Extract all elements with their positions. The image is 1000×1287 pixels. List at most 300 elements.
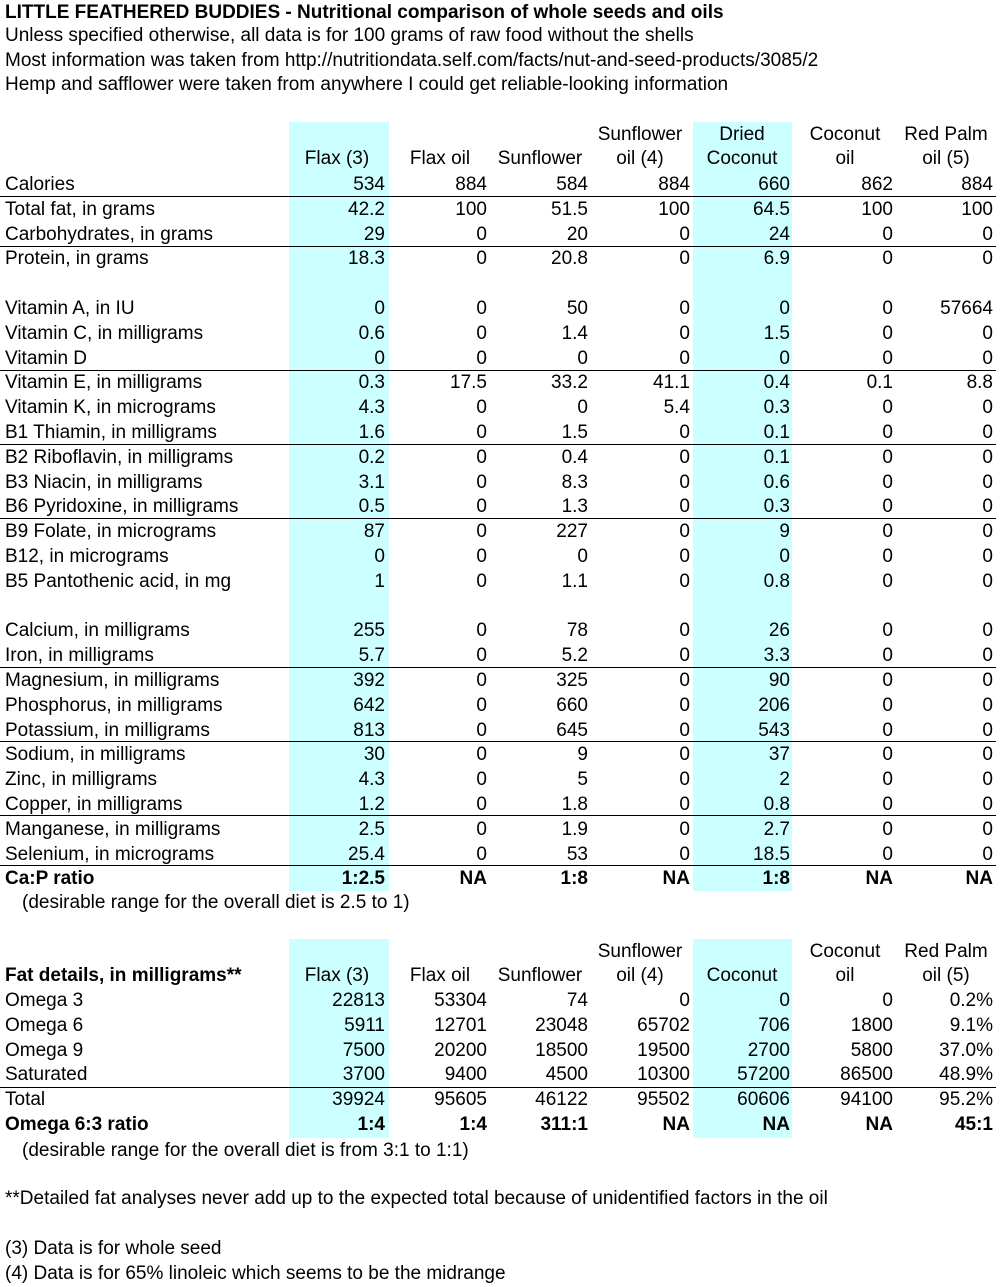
- table-cell: 10300: [637, 1064, 690, 1086]
- table-cell: 50: [566, 298, 588, 319]
- table-cell: 0: [476, 521, 487, 543]
- table-cell: 0: [476, 397, 487, 419]
- table-cell: 0: [982, 397, 993, 419]
- table-cell: NA: [965, 868, 993, 890]
- table-cell: 884: [658, 174, 690, 195]
- row-divider: [0, 815, 996, 816]
- table-cell: 706: [758, 1014, 790, 1036]
- column-header-line1: Red Palm: [904, 941, 988, 962]
- table-cell: 0: [679, 546, 690, 567]
- table-cell: 18.5: [753, 843, 790, 865]
- table-cell: 9400: [444, 1064, 487, 1086]
- table-cell: 9.1%: [949, 1014, 993, 1036]
- table-cell: 0: [679, 223, 690, 245]
- table-cell: 1.9: [561, 818, 588, 840]
- table-cell: 90: [768, 670, 790, 691]
- table-cell: 5: [577, 769, 588, 791]
- table-cell: 60606: [737, 1089, 790, 1111]
- table-cell: 0: [882, 496, 893, 518]
- table-cell: 51.5: [551, 198, 588, 220]
- table-cell: 660: [758, 174, 790, 195]
- table-cell: 0: [882, 298, 893, 319]
- table-cell: 0: [476, 570, 487, 592]
- table-cell: 0: [882, 422, 893, 443]
- row-label: Omega 6:3 ratio: [5, 1114, 149, 1135]
- table-cell: 65702: [637, 1014, 690, 1036]
- table-cell: 5.7: [358, 645, 385, 667]
- table-cell: 0: [476, 794, 487, 815]
- row-label: Zinc, in milligrams: [5, 769, 158, 791]
- table-cell: 645: [556, 719, 588, 741]
- row-label: Sodium, in milligrams: [5, 744, 186, 766]
- table-cell: 0: [476, 843, 487, 865]
- table-cell: 1:2.5: [341, 868, 385, 890]
- table-cell: 37: [768, 744, 790, 766]
- table-cell: 94100: [840, 1089, 893, 1111]
- table-cell: 0: [679, 769, 690, 791]
- table-cell: 95.2%: [939, 1089, 993, 1111]
- table-cell: 584: [556, 174, 588, 195]
- table-cell: 0: [476, 744, 487, 766]
- row-label: B1 Thiamin, in milligrams: [5, 422, 217, 443]
- row-label: Vitamin K, in micrograms: [5, 397, 216, 419]
- table-cell: 57200: [737, 1064, 790, 1086]
- table-cell: 0: [982, 422, 993, 443]
- table-cell: 0: [577, 347, 588, 369]
- row-label: Calories: [5, 174, 75, 195]
- table-cell: 78: [566, 620, 588, 642]
- table-cell: 0: [779, 546, 790, 567]
- table-cell: 0: [882, 744, 893, 766]
- document-title: LITTLE FEATHERED BUDDIES - Nutritional comparison of whole seeds and oils: [5, 2, 724, 23]
- table-cell: 7500: [342, 1039, 385, 1061]
- row-label: Vitamin C, in milligrams: [5, 322, 204, 344]
- table-cell: 0: [982, 471, 993, 493]
- column-header-line2: oil (5): [922, 965, 970, 986]
- table-cell: 0: [679, 645, 690, 667]
- table-cell: 9: [577, 744, 588, 766]
- table-cell: 0: [882, 769, 893, 791]
- table-cell: 0: [982, 794, 993, 815]
- table-cell: 57664: [940, 298, 993, 319]
- table-cell: 0: [679, 521, 690, 543]
- table-cell: 0: [476, 446, 487, 468]
- table-cell: 0: [982, 620, 993, 642]
- table-cell: 0: [882, 397, 893, 419]
- row-divider: [0, 370, 996, 371]
- table-cell: 0: [679, 248, 690, 270]
- table-cell: 1800: [850, 1014, 893, 1036]
- table-cell: 0: [982, 521, 993, 543]
- table-cell: 0: [882, 794, 893, 815]
- table-cell: 1.4: [561, 322, 588, 344]
- ca-p-note: (desirable range for the overall diet is 2.5 to 1): [22, 892, 410, 913]
- table-cell: 9: [779, 521, 790, 543]
- table-cell: 20.8: [551, 248, 588, 270]
- table-cell: 0.8: [763, 794, 790, 815]
- footnote-4: (4) Data is for 65% linoleic which seems to be the midrange: [5, 1263, 506, 1284]
- table-cell: 0: [679, 322, 690, 344]
- column-header-line2: oil (5): [922, 148, 970, 169]
- table-cell: 1.6: [358, 422, 385, 443]
- table-cell: 0: [679, 422, 690, 443]
- table-cell: 0: [982, 570, 993, 592]
- table-cell: 206: [758, 694, 790, 716]
- table-cell: 0: [476, 694, 487, 716]
- table-cell: 0: [882, 694, 893, 716]
- table-cell: 0: [476, 422, 487, 443]
- column-header-line2: Flax oil: [409, 965, 471, 986]
- row-label: Total: [5, 1089, 46, 1111]
- table-cell: 0: [476, 223, 487, 245]
- table-cell: 3.1: [358, 471, 385, 493]
- row-divider: [0, 1087, 996, 1088]
- table-cell: 0: [982, 347, 993, 369]
- table-cell: 0.8: [763, 570, 790, 592]
- table-cell: 0: [476, 818, 487, 840]
- table-cell: 0.2: [358, 446, 385, 468]
- row-divider: [0, 865, 996, 866]
- row-label: Selenium, in micrograms: [5, 843, 215, 865]
- row-label: Total fat, in grams: [5, 198, 155, 220]
- table-cell: 100: [455, 198, 487, 220]
- intro-line-2: Most information was taken from http://nutritiondata.self.com/facts/nut-and-seed-products/3085/2: [5, 50, 819, 71]
- column-header-line2: Flax oil: [409, 148, 471, 169]
- table-cell: 1:4: [459, 1114, 487, 1135]
- table-cell: 29: [363, 223, 385, 245]
- table-cell: 0: [679, 744, 690, 766]
- table-cell: 862: [861, 174, 893, 195]
- table-cell: 4.3: [358, 769, 385, 791]
- table-cell: 0: [982, 322, 993, 344]
- table-cell: 1:8: [560, 868, 588, 890]
- table-cell: 0: [476, 620, 487, 642]
- table-cell: 6.9: [763, 248, 790, 270]
- table-cell: 0: [679, 794, 690, 815]
- table-cell: 0: [679, 990, 690, 1011]
- table-cell: 1.5: [561, 422, 588, 443]
- intro-line-1: Unless specified otherwise, all data is for 100 grams of raw food without the shells: [5, 25, 694, 46]
- row-label: Carbohydrates, in grams: [5, 223, 214, 245]
- column-header-line2: Coconut: [706, 965, 778, 986]
- table-cell: 0: [374, 546, 385, 567]
- table-cell: 392: [353, 670, 385, 691]
- table-cell: 3.3: [763, 645, 790, 667]
- table-cell: 0: [679, 298, 690, 319]
- table-cell: 0: [982, 694, 993, 716]
- table-cell: 53304: [434, 990, 487, 1011]
- row-label: Phosphorus, in milligrams: [5, 694, 223, 716]
- table-cell: 0.1: [763, 446, 790, 468]
- row-divider: [0, 246, 996, 247]
- table-cell: 0.3: [763, 397, 790, 419]
- table-cell: 0.2%: [949, 990, 993, 1011]
- table-cell: 0: [476, 769, 487, 791]
- table-cell: 1.8: [561, 794, 588, 815]
- table-cell: 100: [658, 198, 690, 220]
- table-cell: 24: [768, 223, 790, 245]
- table-cell: 0: [476, 496, 487, 518]
- column-header-line2: oil (4): [616, 148, 664, 169]
- table-cell: 45:1: [954, 1114, 993, 1135]
- table-cell: 0: [982, 818, 993, 840]
- row-label: Saturated: [5, 1064, 88, 1086]
- table-cell: 86500: [840, 1064, 893, 1086]
- table-cell: 48.9%: [939, 1064, 993, 1086]
- table-cell: 20200: [434, 1039, 487, 1061]
- table-cell: 0: [679, 670, 690, 691]
- table-cell: 0: [882, 570, 893, 592]
- table-cell: 1:4: [357, 1114, 385, 1135]
- row-label: Ca:P ratio: [5, 868, 95, 890]
- table-cell: 39924: [332, 1089, 385, 1111]
- row-label: Magnesium, in milligrams: [5, 670, 220, 691]
- table-cell: 0.5: [358, 496, 385, 518]
- table-cell: 0.4: [763, 372, 790, 394]
- table-cell: 1.1: [561, 570, 588, 592]
- column-header-line1: Sunflower: [597, 941, 683, 962]
- table-cell: 18.3: [348, 248, 385, 270]
- table-cell: 1.3: [561, 496, 588, 518]
- table-cell: 5.4: [663, 397, 690, 419]
- row-label: B12, in micrograms: [5, 546, 169, 567]
- table-cell: 2700: [747, 1039, 790, 1061]
- table-cell: 42.2: [348, 198, 385, 220]
- table-cell: 0: [982, 248, 993, 270]
- column-header-line1: Dried: [719, 124, 765, 145]
- table-cell: 0: [679, 446, 690, 468]
- table-cell: 5911: [344, 1014, 385, 1036]
- table-cell: 0: [882, 843, 893, 865]
- table-cell: 87: [363, 521, 385, 543]
- table-cell: 543: [758, 719, 790, 741]
- table-cell: 5.2: [561, 645, 588, 667]
- table-cell: 0: [882, 223, 893, 245]
- table-cell: 0: [882, 719, 893, 741]
- column-header-line2: oil: [835, 148, 855, 169]
- table-cell: 0: [982, 446, 993, 468]
- row-label: B3 Niacin, in milligrams: [5, 471, 203, 493]
- table-cell: NA: [662, 868, 690, 890]
- table-cell: 884: [455, 174, 487, 195]
- table-cell: 1:8: [762, 868, 790, 890]
- table-cell: 19500: [637, 1039, 690, 1061]
- table-cell: 1: [374, 570, 385, 592]
- table-cell: 1.2: [358, 794, 385, 815]
- table-cell: 0.1: [763, 422, 790, 443]
- table-cell: 0: [882, 347, 893, 369]
- table-cell: 0: [982, 546, 993, 567]
- table-cell: 0: [679, 496, 690, 518]
- table-cell: 0: [882, 670, 893, 691]
- table-cell: 0: [982, 719, 993, 741]
- row-divider: [0, 196, 996, 197]
- table-cell: 325: [556, 670, 588, 691]
- table-cell: 0: [982, 843, 993, 865]
- table-cell: 0: [779, 990, 790, 1011]
- table-cell: 22813: [332, 990, 385, 1011]
- table-cell: 0: [779, 298, 790, 319]
- table-cell: 0: [882, 471, 893, 493]
- row-label: Vitamin E, in milligrams: [5, 372, 203, 394]
- table-cell: 0: [982, 496, 993, 518]
- table-cell: 0.4: [561, 446, 588, 468]
- table-cell: 0: [577, 397, 588, 419]
- table-cell: NA: [762, 1114, 790, 1135]
- row-label: Iron, in milligrams: [5, 645, 154, 667]
- row-label: B2 Riboflavin, in milligrams: [5, 446, 234, 468]
- row-label: Omega 3: [5, 990, 84, 1011]
- table-cell: 2.5: [358, 818, 385, 840]
- table-cell: 0: [882, 990, 893, 1011]
- table-cell: 255: [353, 620, 385, 642]
- table-cell: 0: [476, 719, 487, 741]
- column-header-line1: Coconut: [809, 124, 881, 145]
- row-divider: [0, 518, 996, 519]
- table-cell: 0: [374, 298, 385, 319]
- table-cell: 95502: [637, 1089, 690, 1111]
- table-cell: NA: [459, 868, 487, 890]
- row-label: Copper, in milligrams: [5, 794, 183, 815]
- table-cell: 30: [363, 744, 385, 766]
- table-cell: 0: [882, 322, 893, 344]
- table-cell: 0: [882, 546, 893, 567]
- table-cell: 884: [961, 174, 993, 195]
- table-cell: 0: [982, 645, 993, 667]
- table-cell: 813: [353, 719, 385, 741]
- table-cell: 311:1: [540, 1114, 588, 1135]
- table-cell: 0: [476, 347, 487, 369]
- table-cell: 0: [882, 248, 893, 270]
- footnote-3: (3) Data is for whole seed: [5, 1238, 222, 1259]
- table-cell: 100: [961, 198, 993, 220]
- table-cell: 0: [882, 620, 893, 642]
- table-cell: 46122: [535, 1089, 588, 1111]
- table-cell: 0: [476, 248, 487, 270]
- column-header-line2: Flax (3): [304, 148, 370, 169]
- row-label: B9 Folate, in micrograms: [5, 521, 217, 543]
- table-cell: 0: [679, 347, 690, 369]
- footnote-fat: **Detailed fat analyses never add up to the expected total because of unidentified factors in the oil: [5, 1188, 828, 1209]
- table-cell: 0: [882, 818, 893, 840]
- table-cell: 642: [353, 694, 385, 716]
- table-cell: 0: [476, 298, 487, 319]
- table-cell: 0.1: [866, 372, 893, 394]
- table-cell: 534: [353, 174, 385, 195]
- table-cell: 25.4: [348, 843, 385, 865]
- table-cell: 0: [679, 843, 690, 865]
- row-label: Potassium, in milligrams: [5, 719, 210, 741]
- column-header-line2: Sunflower: [497, 148, 583, 169]
- table-cell: 0: [577, 546, 588, 567]
- row-label: Vitamin D: [5, 347, 88, 369]
- column-header-line1: Sunflower: [597, 124, 683, 145]
- table-cell: 64.5: [753, 198, 790, 220]
- table-cell: 2: [779, 769, 790, 791]
- row-label: Vitamin A, in IU: [5, 298, 135, 319]
- column-header-line1: Coconut: [809, 941, 881, 962]
- table-cell: 74: [566, 990, 588, 1011]
- column-header-line2: Flax (3): [304, 965, 370, 986]
- row-label: B6 Pyridoxine, in milligrams: [5, 496, 239, 518]
- table-cell: NA: [662, 1114, 690, 1135]
- table-title: Fat details, in milligrams**: [5, 965, 242, 986]
- table-cell: 0: [679, 694, 690, 716]
- table-cell: 0: [476, 322, 487, 344]
- table-cell: 0: [476, 546, 487, 567]
- table-cell: 0: [982, 670, 993, 691]
- table-cell: 5800: [850, 1039, 893, 1061]
- table-cell: 0: [982, 223, 993, 245]
- table-cell: 0: [679, 471, 690, 493]
- column-header-line1: Red Palm: [904, 124, 988, 145]
- table-cell: 17.5: [450, 372, 487, 394]
- table-cell: 0.3: [358, 372, 385, 394]
- column-header-line2: Sunflower: [497, 965, 583, 986]
- table-cell: 23048: [535, 1014, 588, 1036]
- table-cell: NA: [865, 868, 893, 890]
- table-cell: 0.3: [763, 496, 790, 518]
- omega-note: (desirable range for the overall diet is from 3:1 to 1:1): [22, 1140, 469, 1161]
- row-label: Protein, in grams: [5, 248, 149, 270]
- table-cell: 8.8: [966, 372, 993, 394]
- table-cell: 0.6: [763, 471, 790, 493]
- table-cell: 0: [679, 570, 690, 592]
- row-label: B5 Pantothenic acid, in mg: [5, 570, 232, 592]
- table-cell: 26: [768, 620, 790, 642]
- intro-line-3: Hemp and safflower were taken from anywhere I could get reliable-looking information: [5, 74, 729, 95]
- table-cell: 0: [882, 521, 893, 543]
- table-cell: 41.1: [653, 372, 690, 394]
- table-cell: 0.6: [358, 322, 385, 344]
- table-cell: 0: [476, 645, 487, 667]
- table-cell: 37.0%: [939, 1039, 993, 1061]
- table-cell: 0: [374, 347, 385, 369]
- table-cell: 33.2: [551, 372, 588, 394]
- row-label: Omega 9: [5, 1039, 84, 1061]
- table-cell: 0: [982, 769, 993, 791]
- table-cell: 4.3: [358, 397, 385, 419]
- table-cell: 660: [556, 694, 588, 716]
- table-cell: 8.3: [561, 471, 588, 493]
- column-header-line2: Coconut: [706, 148, 778, 169]
- table-cell: 0: [779, 347, 790, 369]
- table-cell: 0: [882, 446, 893, 468]
- row-label: Manganese, in milligrams: [5, 818, 221, 840]
- table-cell: 4500: [545, 1064, 588, 1086]
- table-cell: 18500: [535, 1039, 588, 1061]
- table-cell: 0: [882, 645, 893, 667]
- row-divider: [0, 741, 996, 742]
- table-cell: 12701: [434, 1014, 487, 1036]
- table-cell: 1.5: [763, 322, 790, 344]
- column-header-line2: oil (4): [616, 965, 664, 986]
- table-cell: 0: [982, 744, 993, 766]
- row-label: Calcium, in milligrams: [5, 620, 190, 642]
- table-cell: 2.7: [763, 818, 790, 840]
- row-divider: [0, 667, 996, 668]
- table-cell: 0: [679, 818, 690, 840]
- table-cell: 0: [476, 670, 487, 691]
- table-cell: 100: [861, 198, 893, 220]
- table-cell: NA: [865, 1114, 893, 1135]
- table-cell: 0: [679, 719, 690, 741]
- row-divider: [0, 444, 996, 445]
- row-label: Omega 6: [5, 1014, 84, 1036]
- table-cell: 20: [566, 223, 588, 245]
- table-cell: 0: [476, 471, 487, 493]
- table-cell: 53: [566, 843, 588, 865]
